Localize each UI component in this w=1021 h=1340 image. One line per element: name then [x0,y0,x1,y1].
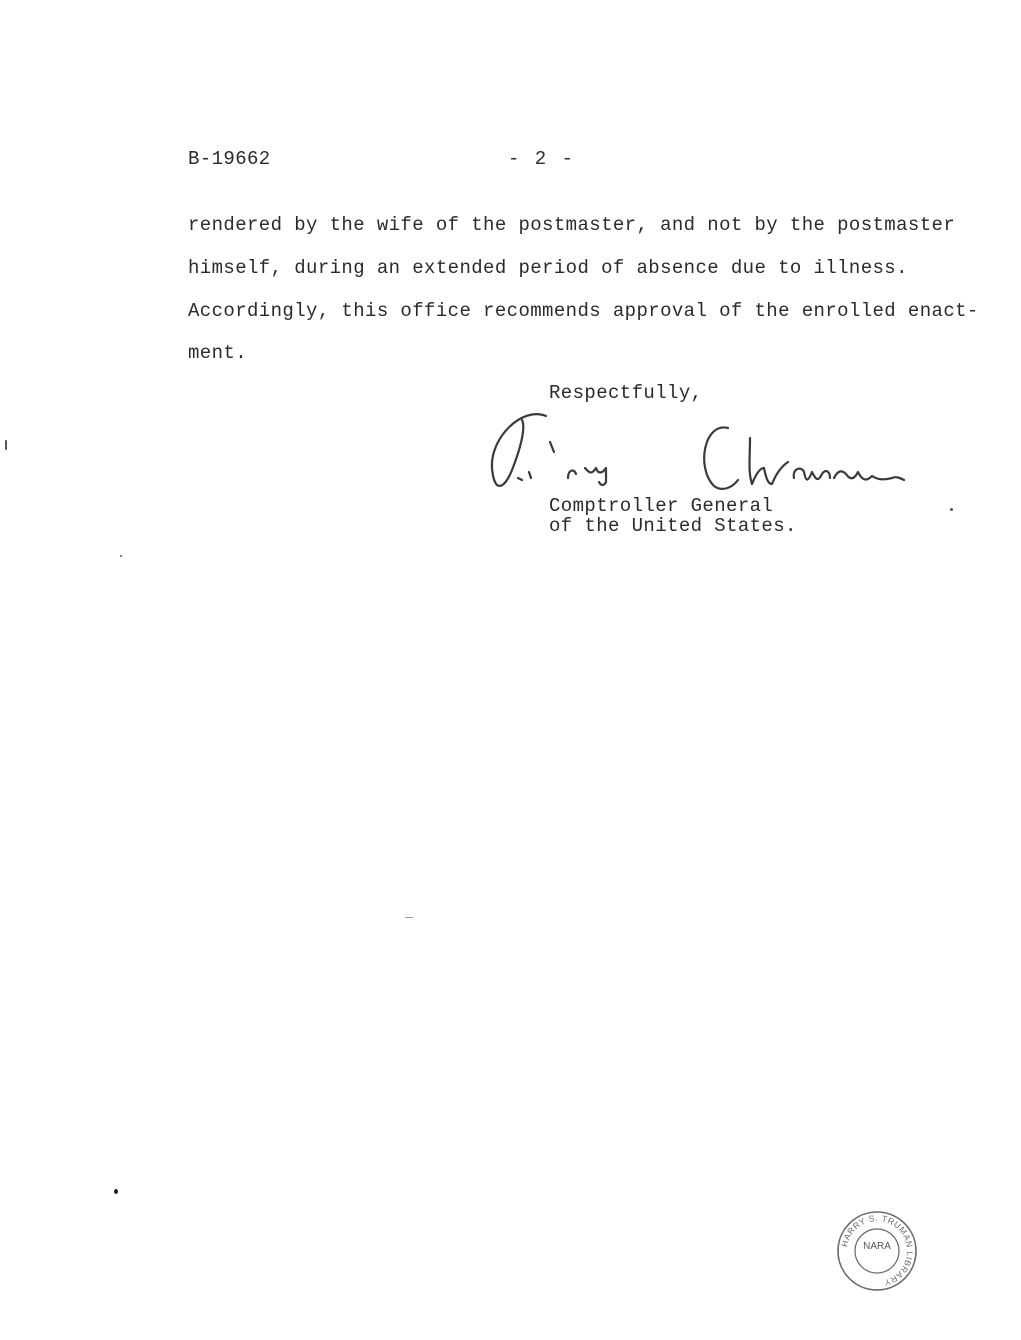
ink-speck [950,508,953,511]
ink-speck [120,555,122,557]
stamp-inner-text: NARA [863,1241,891,1252]
ink-speck [5,440,7,450]
page-number: - 2 - [508,148,576,170]
body-line: rendered by the wife of the postmaster, and not by the postmaster [188,214,956,236]
signer-title-line-1: Comptroller General [549,495,774,517]
file-number: B-19662 [188,148,271,170]
body-line: Accordingly, this office recommends approval of the enrolled enact- [188,300,979,322]
stamp-outer-text: HARRY S. TRUMAN LIBRARY [839,1212,916,1289]
signer-title-line-2: of the United States. [549,515,797,537]
body-line: ment. [188,342,248,364]
closing-salutation: Respectfully, [549,382,703,404]
body-line: himself, during an extended period of absence due to illness. [188,257,908,279]
ink-speck [114,1189,118,1194]
ink-speck [405,917,413,918]
